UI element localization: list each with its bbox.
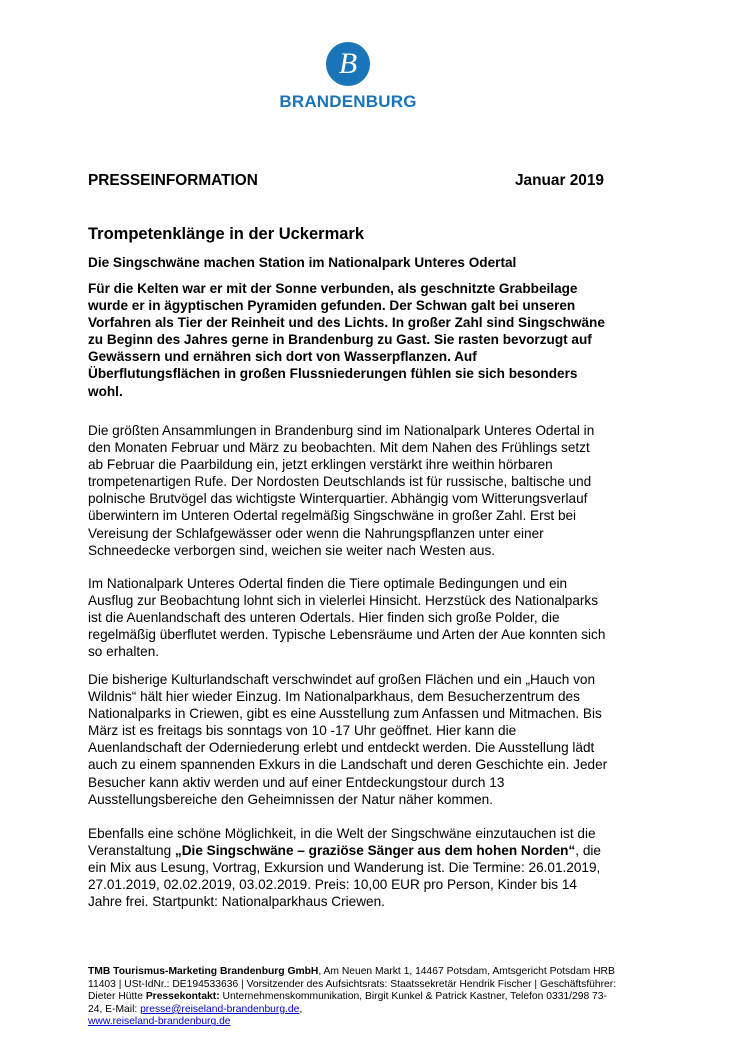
footer-website-link[interactable]: www.reiseland-brandenburg.de xyxy=(88,1016,231,1028)
body-paragraph-2: Im Nationalpark Unteres Odertal finden die Tiere optimale Bedingungen und ein Ausflug zur Beobachtung lohnt sich in vielerlei Hinsicht. Herzstück des Nationalparks ist die Auenlandschaft des unteren Odertals. Hier finden sich große Polder, die regelmäßig überflutet werden. Typische Lebensräume und Arten der Aue konnten sich so erhalten. xyxy=(88,576,606,660)
footer xyxy=(88,966,618,1029)
footer-separator: , xyxy=(299,1003,303,1015)
event-paragraph xyxy=(88,825,608,910)
footer-press-label: Pressekontakt: xyxy=(145,991,220,1003)
article-title: Trompetenklänge in der Uckermark xyxy=(88,225,365,243)
press-label: PRESSEINFORMATION xyxy=(88,172,258,189)
body-paragraph-3: Die bisherige Kulturlandschaft verschwindet auf großen Flächen und ein „Hauch von Wildnis“ hält hier wieder Einzug. Im Nationalparkhaus, dem Besucherzentrum des Nationalparks in Criewen, gibt es eine Ausstellung zum Anfassen und Mitmachen. Bis März ist es freitags bis sonntags von 10 -17 Uhr geöffnet. Hier kann die Auenlandschaft der Oderniederung erlebt und entdeckt werden. Die Ausstellung lädt auch zu einem spannenden Exkurs in die Landschaft und deren Geschichte ein. Jeder Besucher kann aktiv werden und auf einer Entdeckungstour durch 13 Ausstellungsbereiche den Geheimnissen der Natur näher kommen. xyxy=(88,672,608,807)
logo-letter: B xyxy=(338,47,358,80)
brandenburg-logo xyxy=(268,42,428,112)
event-intro: Ebenfalls eine schöne Möglichkeit, in die Welt der Singschwäne einzutauchen ist die Veranstaltung xyxy=(88,826,596,859)
brandenburg-emblem-icon xyxy=(326,42,370,86)
footer-email-link[interactable]: presse@reiseland-brandenburg.de xyxy=(140,1003,300,1015)
body-paragraph-1: Die größten Ansammlungen in Brandenburg sind im Nationalpark Unteres Odertal in den Monaten Februar und März zu beobachten. Mit dem Nahen des Frühlings setzt ab Februar die Paarbildung ein, jetzt erklingen verstärkt ihre weithin hörbaren trompetenartigen Rufe. Der Nordosten Deutschlands ist für russische, baltische und polnische Brutvögel das wichtigste Winterquartier. Abhängig vom Witterungsverlauf überwintern im Unteren Odertal regelmäßig Singschwäne in großer Zahl. Erst bei Vereisung der Schlafgewässer oder wenn die Nahrungspflanzen unter einer Schneedecke verborgen sind, weichen sie weiter nach Westen aus. xyxy=(88,423,595,558)
document-header xyxy=(88,172,604,190)
article-subtitle: Die Singschwäne machen Station im Nationalpark Unteres Odertal xyxy=(88,255,517,270)
footer-company-details: , Am Neuen Markt 1, 14467 Potsdam, Amtsgericht Potsdam HRB 11403 | USt-IdNr.: DE194533636 | Vorsitzender des Aufsichtsrats: Staatssekretär Hendrik Fischer | Geschäftsführer: Dieter Hütte xyxy=(88,966,617,1003)
event-name: „Die Singschwäne – graziöse Sänger aus dem hohen Norden“ xyxy=(174,843,576,859)
footer-company: TMB Tourismus-Marketing Brandenburg GmbH xyxy=(88,966,319,977)
event-details: , die ein Mix aus Lesung, Vortrag, Exkursion und Wanderung ist. Die Termine: 26.01.2019, 27.01.2019, 02.02.2019, 03.02.2019. Preis: 10,00 EUR pro Person, Kinder bis 14 Jahre frei. Startpunkt: Nationalparkhaus Criewen. xyxy=(88,843,601,910)
logo-wordmark: BRANDENBURG xyxy=(279,92,417,111)
press-date: Januar 2019 xyxy=(515,172,604,189)
lead-paragraph: Für die Kelten war er mit der Sonne verbunden, als geschnitzte Grabbeilage wurde er in ägyptischen Pyramiden gefunden. Der Schwan galt bei unseren Vorfahren als Tier der Reinheit und des Lichts. In großer Zahl sind Singschwäne zu Beginn des Jahres gerne in Brandenburg zu Gast. Sie rasten bevorzugt auf Gewässern und ernähren sich dort von Wasserpflanzen. Auf Überflutungsflächen in großen Flussniederungen fühlen sie sich besonders wohl. xyxy=(88,281,605,399)
footer-press-details: Unternehmenskommunikation, Birgit Kunkel & Patrick Kastner, Telefon 0331/298 73-24, E-Mail: xyxy=(88,991,607,1015)
